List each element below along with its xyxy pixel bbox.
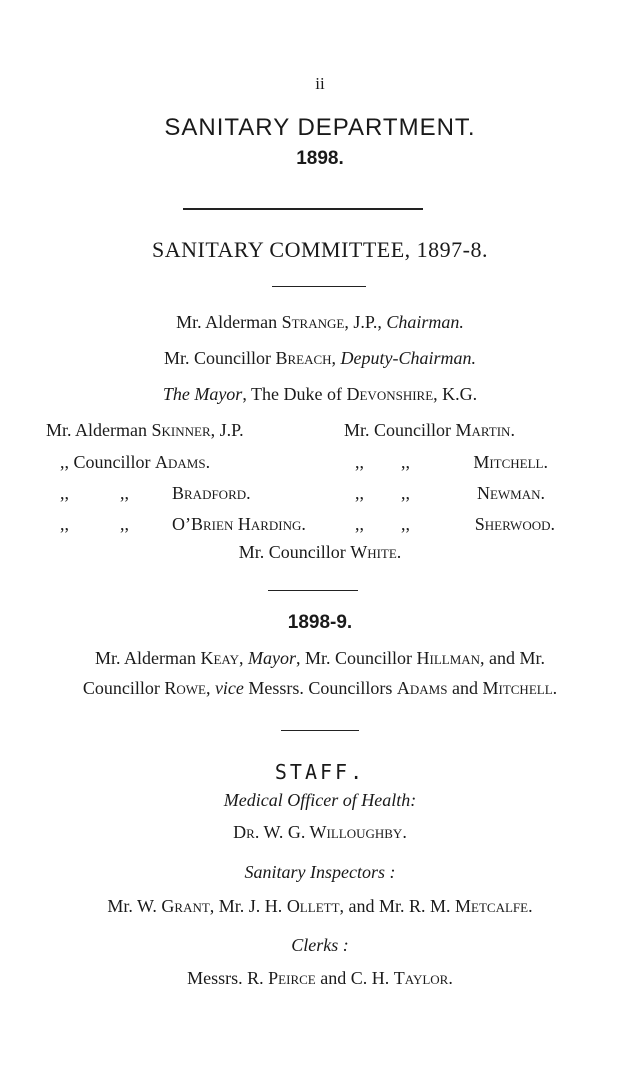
inspectors-names: Mr. W. Grant, Mr. J. H. Ollett, and Mr. R. M. Metcalfe. bbox=[107, 896, 533, 916]
year-heading: 1898. bbox=[296, 148, 344, 169]
divider-rule bbox=[183, 208, 423, 210]
changes-line-2: Councillor Rowe, vice Messrs. Councillors Adams and Mitchell. bbox=[82, 678, 558, 698]
member-sherwood: ,, ,, Sherwood. bbox=[355, 514, 555, 534]
member-mitchell: ,, ,, Mitchell. bbox=[355, 452, 548, 472]
member-bradford: ,, ,, Bradford. bbox=[60, 483, 251, 503]
moh-label: Medical Officer of Health: bbox=[223, 790, 417, 810]
divider-rule bbox=[272, 286, 366, 287]
staff-title: STAFF. bbox=[274, 760, 366, 784]
chairman-line: Mr. Alderman Strange, J.P., Chairman. bbox=[176, 312, 464, 332]
member-obrien-harding: ,, ,, O’Brien Harding. bbox=[60, 514, 306, 534]
clerks-names: Messrs. R. Peirce and C. H. Taylor. bbox=[187, 968, 453, 988]
member-white: Mr. Councillor White. bbox=[238, 542, 402, 562]
clerks-label: Clerks : bbox=[291, 935, 349, 955]
mayor-line: The Mayor, The Duke of Devonshire, K.G. bbox=[162, 384, 478, 404]
page-number: ii bbox=[315, 74, 325, 93]
deputy-chairman-line: Mr. Councillor Breach, Deputy-Chairman. bbox=[163, 348, 477, 368]
moh-name: Dr. W. G. Willoughby. bbox=[233, 822, 407, 842]
member-martin: Mr. Councillor Martin. bbox=[344, 420, 515, 440]
department-heading: SANITARY DEPARTMENT. bbox=[164, 114, 476, 141]
year-heading-2: 1898-9. bbox=[287, 612, 353, 633]
member-skinner: Mr. Alderman Skinner, J.P. bbox=[46, 420, 244, 440]
divider-rule bbox=[281, 730, 359, 731]
changes-line-1: Mr. Alderman Keay, Mayor, Mr. Councillor Hillman, and Mr. bbox=[94, 648, 546, 668]
inspectors-label: Sanitary Inspectors : bbox=[244, 862, 396, 882]
member-adams: ,, Councillor Adams. bbox=[60, 452, 211, 472]
member-newman: ,, ,, Newman. bbox=[355, 483, 545, 503]
divider-rule bbox=[268, 590, 358, 591]
committee-title: SANITARY COMMITTEE, 1897-8. bbox=[151, 237, 489, 262]
